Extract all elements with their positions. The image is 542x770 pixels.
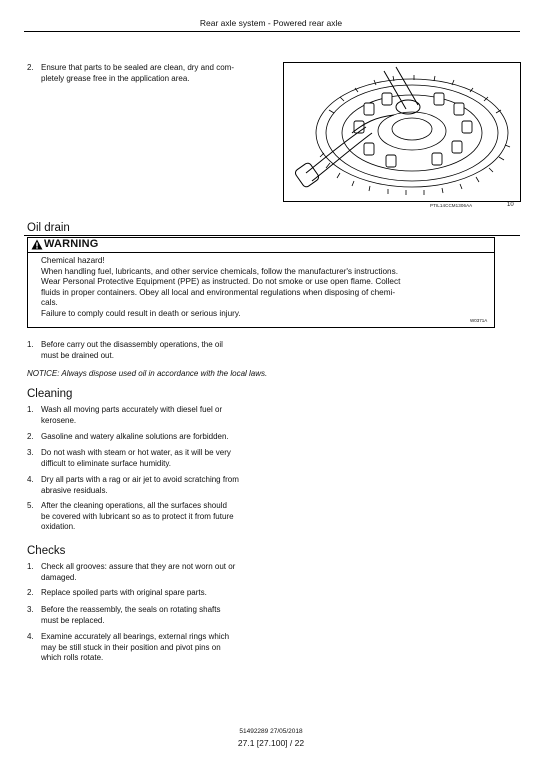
oil-drain-step	[27, 340, 277, 362]
step-text-line: After the cleaning operations, all the surfaces should	[41, 501, 227, 510]
prep-step	[27, 63, 277, 85]
cleaning-step	[27, 432, 277, 444]
step-text-line: difficult to eliminate surface humidity.	[41, 458, 171, 468]
step-number: 2.	[27, 432, 34, 441]
step-text-line: abrasive residuals.	[41, 485, 108, 495]
step-text-line: oxidation.	[41, 522, 76, 531]
step-text-line: Examine accurately all bearings, external rings which	[41, 632, 230, 641]
step-number: 4.	[27, 632, 34, 641]
warning-title: WARNING	[44, 238, 99, 250]
oil-drain-heading: Oil drain	[27, 222, 70, 234]
step-text-line: may be still stuck in their position and pivot pins on	[41, 642, 221, 652]
warning-line: Chemical hazard!	[41, 256, 105, 265]
figure-caption: PTIL14CCM1306AA	[430, 203, 473, 208]
step-text-line: must be replaced.	[41, 615, 105, 625]
step-number: 3.	[27, 448, 34, 457]
step-text-line: damaged.	[41, 572, 77, 582]
step-text-line: Do not wash with steam or hot water, as it will be very	[41, 448, 231, 457]
step-text-line: Gasoline and watery alkaline solutions are forbidden.	[41, 432, 229, 441]
step-text-line: Before the reassembly, the seals on rotating shafts	[41, 605, 221, 614]
step-text-line: be covered with lubricant so as to protect it from future	[41, 511, 234, 521]
warning-line: When handling fuel, lubricants, and other service chemicals, follow the manufacturer's instructions.	[41, 266, 398, 276]
step-text-line: which rolls rotate.	[41, 653, 104, 662]
checks-step	[27, 562, 277, 584]
warning-code: W0371A	[470, 318, 488, 323]
step-number: 1.	[27, 405, 34, 414]
step-text-line: Check all grooves: assure that they are not worn out or	[41, 562, 236, 571]
warning-line: cals.	[41, 298, 58, 308]
step-text-line: Before carry out the disassembly operations, the oil	[41, 340, 223, 349]
notice-text: NOTICE: Always dispose used oil in accordance with the local laws.	[27, 369, 268, 378]
checks-step	[27, 632, 277, 664]
cleaning-step	[27, 475, 277, 497]
warning-header-divider	[27, 252, 495, 253]
footer-document-code: 51492289 27/05/2018	[239, 728, 303, 735]
step-text-line: kerosene.	[41, 415, 77, 425]
warning-line: fluids in proper containers. Obey all local and environmental regulations when disposing of chemi-	[41, 287, 396, 297]
cleaning-heading: Cleaning	[27, 388, 73, 400]
header-divider	[24, 31, 520, 32]
step-text-line: must be drained out.	[41, 350, 114, 360]
checks-step	[27, 588, 277, 600]
section-divider	[24, 235, 520, 236]
step-number: 4.	[27, 475, 34, 484]
step-number: 2.	[27, 588, 34, 597]
gear-hub-drawing	[284, 63, 520, 201]
step-text-line: Dry all parts with a rag or air jet to avoid scratching from	[41, 475, 239, 484]
step-number: 5.	[27, 501, 34, 510]
step-number: 1.	[27, 340, 34, 349]
step-number: 3.	[27, 605, 34, 614]
step-number: 1.	[27, 562, 34, 571]
step-number: 2.	[27, 63, 34, 72]
warning-line: Failure to comply could result in death or serious injury.	[41, 308, 241, 318]
warning-line: Wear Personal Protective Equipment (PPE) as instructed. Do not smoke or use open flame. Collect	[41, 277, 401, 287]
cleaning-step	[27, 501, 277, 533]
step-text-line: Wash all moving parts accurately with diesel fuel or	[41, 405, 223, 414]
step-text-line: Ensure that parts to be sealed are clean, dry and com-	[41, 63, 234, 72]
cleaning-step	[27, 405, 277, 427]
figure-number: 10	[507, 202, 514, 208]
warning-body	[41, 256, 487, 320]
warning-triangle-icon	[31, 239, 43, 250]
step-text-line: Replace spoiled parts with original spare parts.	[41, 588, 207, 597]
axle-illustration	[283, 62, 521, 202]
cleaning-step	[27, 448, 277, 470]
footer-page-number: 27.1 [27.100] / 22	[237, 738, 305, 748]
checks-step	[27, 605, 277, 627]
page-header-title: Rear axle system - Powered rear axle	[199, 18, 343, 28]
checks-heading: Checks	[27, 545, 66, 557]
step-text-line: pletely grease free in the application area.	[41, 73, 190, 83]
